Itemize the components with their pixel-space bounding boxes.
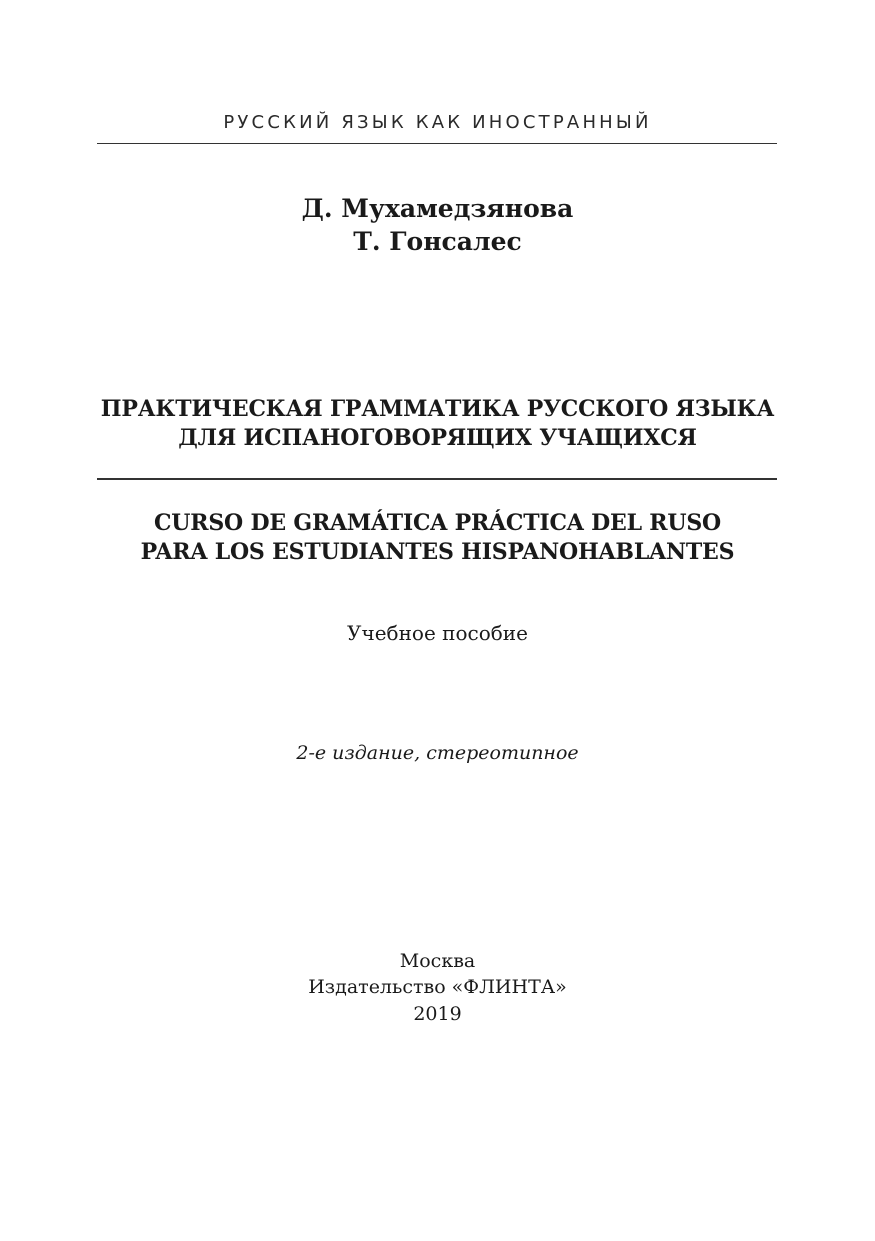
title-es-line-2: PARA LOS ESTUDIANTES HISPANOHABLANTES [140, 539, 735, 565]
author-2: Т. Гонсалес [353, 227, 522, 256]
title-ru-line-2: ДЛЯ ИСПАНОГОВОРЯЩИХ УЧАЩИХСЯ [178, 425, 697, 451]
edition-note: 2-е издание, стереотипное [296, 742, 579, 764]
title-ru-line-1: ПРАКТИЧЕСКАЯ ГРАММАТИКА РУССКОГО ЯЗЫКА [100, 396, 775, 422]
imprint-publisher: Издательство «ФЛИНТА» [308, 976, 567, 998]
imprint-year: 2019 [413, 1003, 462, 1025]
title-divider [97, 478, 777, 480]
series-title: РУССКИЙ ЯЗЫК КАК ИНОСТРАННЫЙ [223, 112, 652, 133]
author-1: Д. Мухамедзянова [301, 194, 574, 223]
top-divider [97, 143, 777, 144]
title-es-line-1: CURSO DE GRAMÁTICA PRÁCTICA DEL RUSO [153, 510, 722, 536]
imprint-city: Москва [399, 950, 476, 972]
book-type: Учебное пособие [347, 621, 528, 645]
